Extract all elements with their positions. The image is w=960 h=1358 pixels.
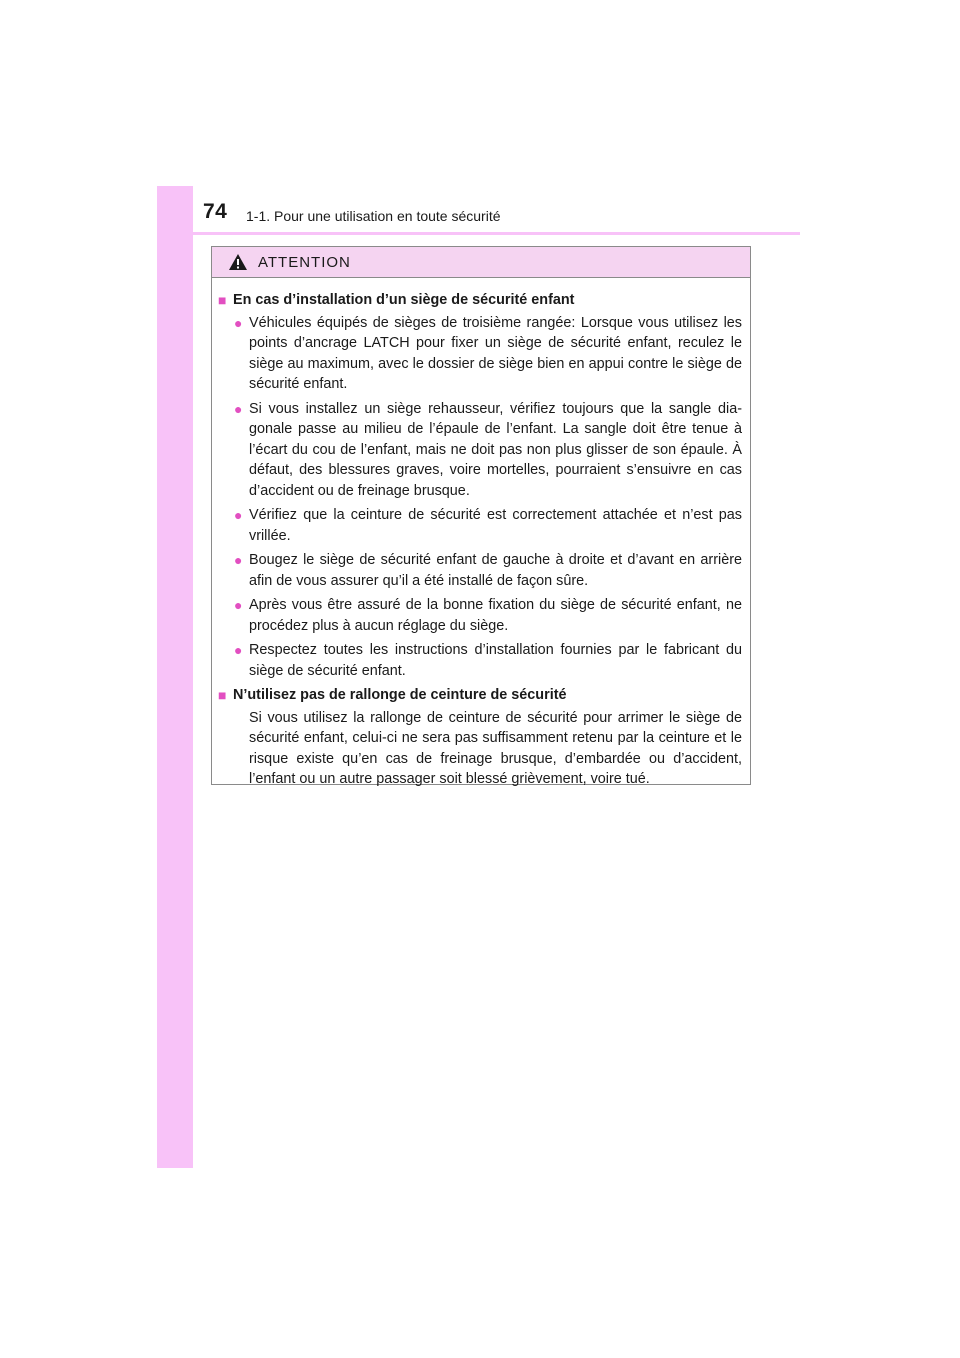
section-title: 1-1. Pour une utilisation en toute sécurité bbox=[246, 208, 501, 224]
header-rule bbox=[157, 232, 800, 235]
square-bullet-icon: ■ bbox=[218, 292, 227, 308]
circle-bullet-icon: ● bbox=[234, 597, 243, 613]
list-item: ● Si vous installez un siège rehausseur, vérifiez toujours que la sangle dia-gonale passe au milieu de l’épaule de l’enfant. La sangle doit être tenue à l’écart du cou de l’enfant, mais ne doit pas non plus glisser de son épaule. À défaut, des blessures graves, voire mortelles, pourraient s’ensuivre en cas d’accident ou de freinage brusque. bbox=[234, 400, 742, 499]
warning-body bbox=[212, 278, 750, 790]
warning-triangle-icon bbox=[228, 253, 248, 271]
list-item: ● Véhicules équipés de sièges de troisième rangée: Lorsque vous utilisez les points d’ancrage LATCH pour fixer un siège de sécurité enfant, reculez le siège au maximum, avec le dossier de siège bien en appui contre le siège de sécurité enfant. bbox=[234, 314, 742, 392]
circle-bullet-icon: ● bbox=[234, 314, 243, 331]
list-item: ● Vérifiez que la ceinture de sécurité est correctement attachée et n’est pas vrillée. bbox=[234, 507, 742, 544]
section-heading: ■ N’utilisez pas de rallonge de ceinture de sécurité bbox=[218, 687, 567, 703]
warning-title: ATTENTION bbox=[258, 253, 351, 271]
section-heading: ■ En cas d’installation d’un siège de sécurité enfant bbox=[218, 292, 575, 308]
side-color-bar bbox=[157, 186, 193, 1168]
circle-bullet-icon: ● bbox=[234, 552, 243, 568]
list-item: ● Bougez le siège de sécurité enfant de gauche à droite et d’avant en arrière afin de vous assurer qu’il a été installé de façon sûre. bbox=[234, 552, 742, 589]
list-item: ● Respectez toutes les instructions d’installation fournies par le fabricant du siège de sécurité enfant. bbox=[234, 642, 742, 679]
warning-box bbox=[211, 246, 751, 785]
section-seatbelt-extender bbox=[218, 685, 742, 790]
circle-bullet-icon: ● bbox=[234, 642, 243, 658]
list-item: ● Après vous être assuré de la bonne fixation du siège de sécurité enfant, ne procédez plus à aucun réglage du siège. bbox=[234, 597, 742, 634]
warning-header bbox=[212, 247, 750, 278]
circle-bullet-icon: ● bbox=[234, 400, 243, 417]
circle-bullet-icon: ● bbox=[234, 507, 243, 523]
page-number: 74 bbox=[203, 200, 228, 223]
square-bullet-icon: ■ bbox=[218, 687, 227, 703]
section-paragraph: Si vous utilisez la rallonge de ceinture de sécurité pour arrimer le siège de sécurité enfant, celui-ci ne sera pas suffisamment retenu par la ceinture et le risque existe qu’en cas de freinage brusque, d’embardée ou d’accident, l’enfant ou un autre passager soit blessé grièvement, voire tué. bbox=[249, 709, 742, 787]
section-child-seat bbox=[218, 290, 742, 681]
